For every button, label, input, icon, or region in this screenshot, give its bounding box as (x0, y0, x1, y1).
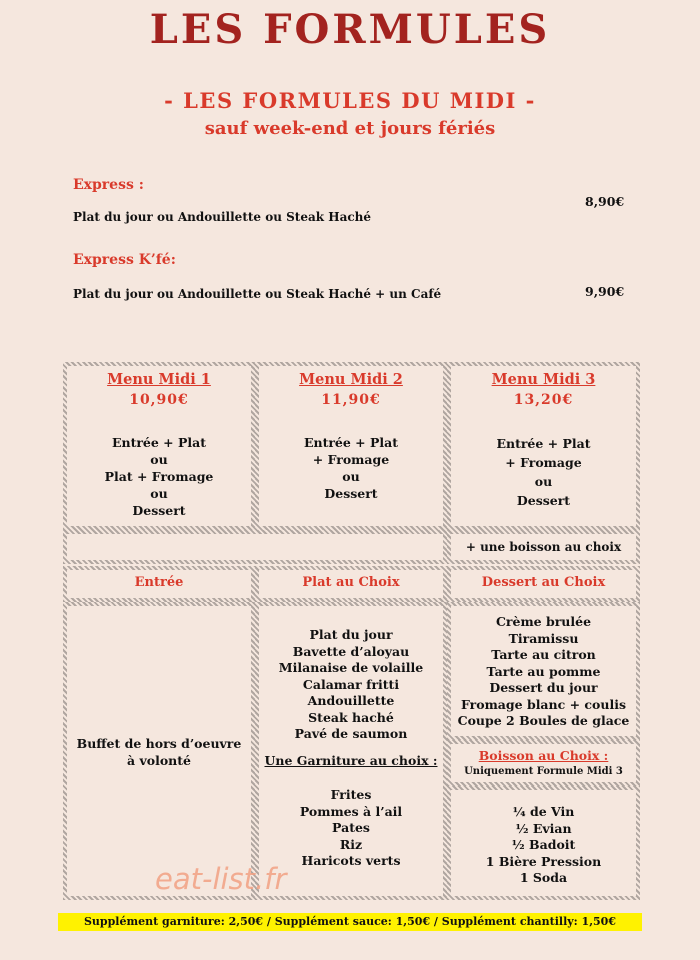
express-kfe-label: Express K’fé: (73, 252, 176, 268)
express-kfe-price: 9,90€ (585, 284, 625, 299)
menu-content: Entrée + Plat ou Plat + Fromage ou Dessert (104, 435, 214, 518)
garniture-list: Frites Pommes à l’ail Pates Riz Haricots verts (299, 787, 403, 868)
dessert-list: Crème brulée Tiramissu Tarte au citron Tarte au pomme Dessert du jour Fromage blanc + coulis Coupe 2 Boules de glace (447, 602, 640, 740)
express-price: 8,90€ (585, 194, 625, 209)
menu-content: Entrée + Plat + Fromage ou Dessert (496, 436, 591, 508)
empty-cell (63, 530, 447, 564)
menu-content: Entrée + Plat + Fromage ou Dessert (303, 435, 399, 501)
boisson-header: Boisson au Choix : Uniquement Formule Midi 3 (447, 740, 640, 786)
express-label: Express : (73, 177, 144, 193)
entree-list: Buffet de hors d’oeuvre à volonté (63, 602, 255, 900)
garniture-title: Une Garniture au choix : (264, 752, 438, 768)
express-kfe-description: Plat du jour ou Andouillette ou Steak Haché + un Café (73, 287, 442, 301)
express-description: Plat du jour ou Andouillette ou Steak Haché (73, 210, 372, 224)
section-title: - LES FORMULES DU MIDI - (164, 88, 536, 113)
menu-name: Menu Midi 2 (299, 371, 403, 388)
menu-midi-2 (255, 362, 447, 530)
menu-name: Menu Midi 1 (107, 371, 211, 388)
menu-name: Menu Midi 3 (491, 371, 596, 388)
boisson-note: + une boisson au choix (447, 530, 640, 564)
menu-price: 11,90€ (321, 392, 381, 408)
plat-list: Plat du jour Bavette d’aloyau Milanaise de volaille Calamar fritti Andouillette Steak haché Pavé de saumon Une Garniture au choix : Frites Pommes à l’ail Pates Riz Haricots verts (255, 602, 447, 900)
boisson-list: ¼ de Vin ½ Evian ½ Badoit 1 Bière Pression 1 Soda (447, 786, 640, 900)
menu-price: 13,20€ (513, 392, 574, 408)
supplements-banner: Supplément garniture: 2,50€ / Supplément sauce: 1,50€ / Supplément chantilly: 1,50€ (58, 913, 642, 931)
menu-midi-1 (63, 362, 255, 530)
menu-midi-3 (447, 362, 640, 530)
category-dessert: Dessert au Choix (447, 566, 640, 602)
section-note: sauf week-end et jours fériés (204, 118, 496, 139)
watermark-logo: eat-list.fr (155, 862, 287, 896)
category-plat: Plat au Choix (255, 566, 447, 602)
menu-price: 10,90€ (129, 392, 189, 408)
page-title: LES FORMULES (149, 6, 551, 53)
category-entree: Entrée (63, 566, 255, 602)
